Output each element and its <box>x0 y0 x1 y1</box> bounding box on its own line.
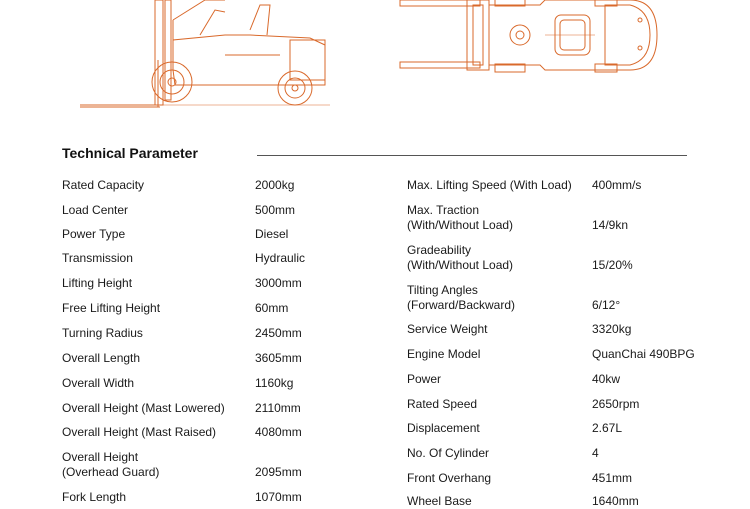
spec-value: 2450mm <box>255 326 302 340</box>
spec-label-line: (Overhead Guard) <box>62 465 160 479</box>
spec-label <box>62 227 125 242</box>
spec-value: 15/20% <box>592 258 633 272</box>
spec-value: 4080mm <box>255 425 302 439</box>
spec-label <box>62 351 140 366</box>
spec-value: 3605mm <box>255 351 302 365</box>
spec-label-line: Overall Height <box>62 450 139 464</box>
spec-label-line: Tilting Angles <box>407 283 478 297</box>
spec-label-line: Power Type <box>62 227 126 241</box>
spec-label <box>407 446 489 461</box>
spec-label <box>407 372 441 387</box>
spec-label-line: Power <box>407 372 442 386</box>
spec-value: 2.67L <box>592 421 623 435</box>
spec-label-line: Transmission <box>62 251 133 265</box>
spec-value: QuanChai 490BPG <box>592 347 695 361</box>
spec-label <box>62 425 216 440</box>
spec-label-line: Lifting Height <box>62 276 133 290</box>
spec-label <box>62 490 126 505</box>
spec-label <box>407 421 480 436</box>
section-title: Technical Parameter <box>62 145 198 161</box>
spec-label-line: Service Weight <box>407 322 488 336</box>
spec-value: 4 <box>592 446 599 460</box>
spec-value: 1070mm <box>255 490 302 504</box>
forklift-side-view-drawing <box>75 0 335 120</box>
spec-label-line: Max. Traction <box>407 203 480 217</box>
spec-label <box>407 494 472 509</box>
spec-label-line: Load Center <box>62 203 129 217</box>
spec-label <box>62 326 143 341</box>
spec-value: 14/9kn <box>592 218 629 232</box>
spec-value: 451mm <box>592 471 633 485</box>
spec-label <box>62 301 160 316</box>
spec-label <box>62 450 159 480</box>
spec-label-line: Wheel Base <box>407 494 472 508</box>
spec-label-line: Rated Speed <box>407 397 478 411</box>
spec-label <box>407 243 513 273</box>
drawings-area <box>0 0 750 120</box>
spec-label <box>407 397 477 412</box>
spec-label-line: Overall Height (Mast Lowered) <box>62 401 225 415</box>
spec-value: 1640mm <box>592 494 639 508</box>
spec-label <box>407 471 491 486</box>
spec-value: Diesel <box>255 227 289 241</box>
spec-label <box>62 178 144 193</box>
spec-value: 2110mm <box>255 401 301 415</box>
spec-value: 1160kg <box>255 376 294 390</box>
spec-value: 2095mm <box>255 465 302 479</box>
spec-label-line: Turning Radius <box>62 326 143 340</box>
spec-label-line: (Forward/Backward) <box>407 298 516 312</box>
spec-label <box>62 376 134 391</box>
spec-value: 2000kg <box>255 178 295 192</box>
spec-label-line: (With/Without Load) <box>407 218 514 232</box>
spec-value: 2650rpm <box>592 397 640 411</box>
spec-label <box>407 347 480 362</box>
spec-value: 500mm <box>255 203 296 217</box>
spec-label-line: (With/Without Load) <box>407 258 514 272</box>
spec-label-line: Displacement <box>407 421 480 435</box>
spec-label <box>407 283 515 313</box>
forklift-top-view-drawing <box>395 0 665 90</box>
spec-label-line: Gradeability <box>407 243 472 257</box>
spec-value: 40kw <box>592 372 621 386</box>
spec-label-line: Engine Model <box>407 347 481 361</box>
spec-label-line: Max. Lifting Speed (With Load) <box>407 178 572 192</box>
spec-label <box>62 276 132 291</box>
spec-value: 6/12° <box>592 298 621 312</box>
title-divider <box>257 155 687 156</box>
spec-label <box>407 178 572 193</box>
spec-label-line: Overall Height (Mast Raised) <box>62 425 217 439</box>
spec-label-line: Rated Capacity <box>62 178 145 192</box>
spec-label-line: No. Of Cylinder <box>407 446 490 460</box>
spec-value: 3320kg <box>592 322 632 336</box>
spec-label-line: Overall Width <box>62 376 135 390</box>
spec-label <box>407 322 487 337</box>
spec-value: Hydraulic <box>255 251 306 265</box>
spec-value: 400mm/s <box>592 178 642 192</box>
spec-value: 3000mm <box>255 276 302 290</box>
spec-label <box>62 203 128 218</box>
spec-label <box>407 203 513 233</box>
spec-label-line: Free Lifting Height <box>62 301 161 315</box>
spec-label <box>62 251 133 266</box>
spec-label-line: Fork Length <box>62 490 127 504</box>
spec-label-line: Overall Length <box>62 351 141 365</box>
spec-label <box>62 401 225 416</box>
spec-value: 60mm <box>255 301 289 315</box>
spec-label-line: Front Overhang <box>407 471 492 485</box>
